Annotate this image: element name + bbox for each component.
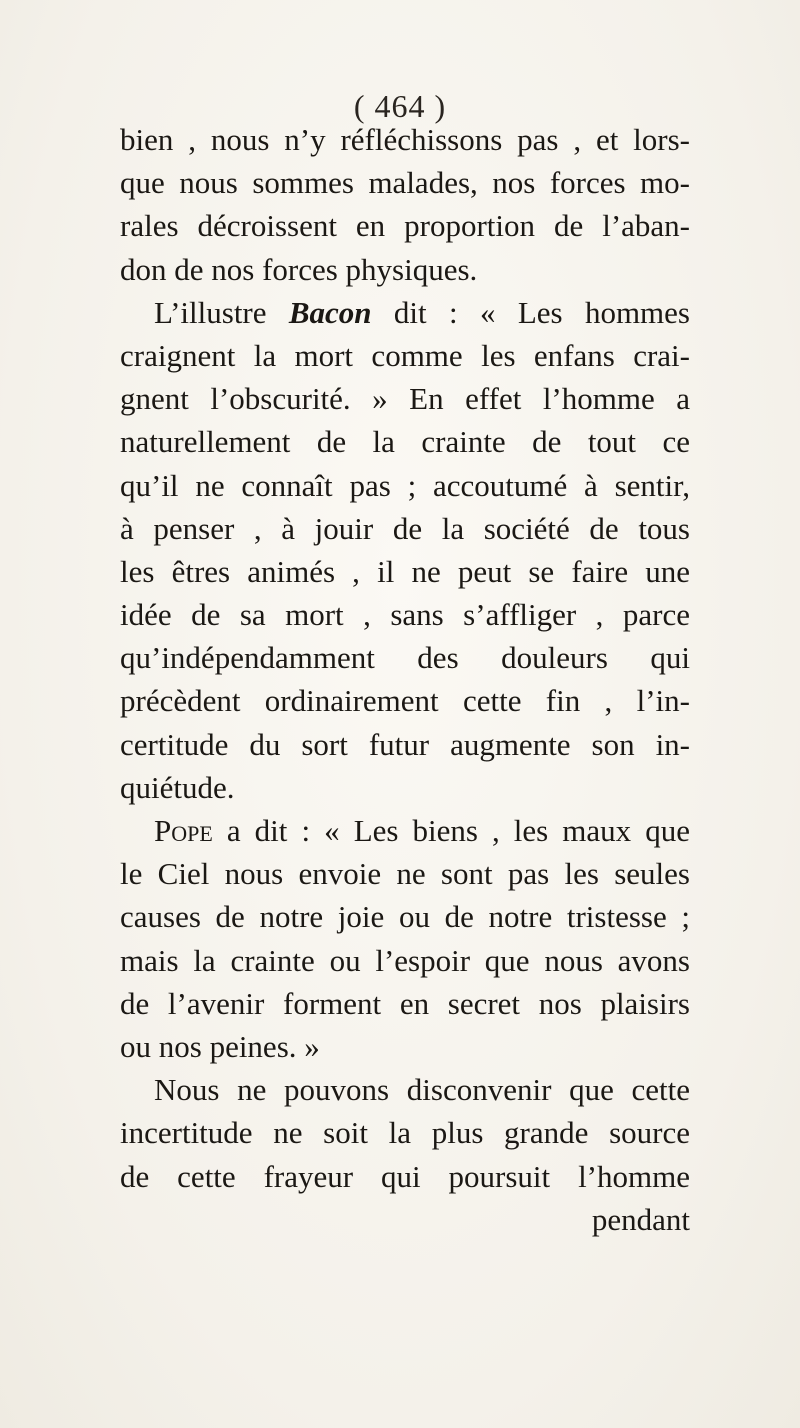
text-line: qu’indépendamment des douleurs qui: [120, 640, 690, 676]
text-line: de cette frayeur qui poursuit l’homme: [120, 1158, 690, 1194]
body-text: [120, 118, 690, 1241]
text-line-paragraph-bacon: [120, 291, 690, 334]
text-line: causes de notre joie ou de notre tristesse ;: [120, 899, 690, 935]
text-line: qu’il ne connaît pas ; accoutumé à sentir,: [120, 467, 690, 503]
text-line: don de nos forces physiques.: [120, 251, 478, 287]
text-line: le Ciel nous envoie ne sont pas les seules: [120, 856, 690, 892]
text-line: rales décroissent en proportion de l’aban-: [120, 208, 690, 244]
text-line: incertitude ne soit la plus grande source: [120, 1115, 690, 1151]
author-name-bacon: Bacon: [288, 294, 372, 330]
page-number: ( 464 ): [353, 88, 447, 124]
text-line: précèdent ordinairement cette fin , l’in-: [120, 683, 690, 719]
text-line: que nous sommes malades, nos forces mo-: [120, 165, 690, 201]
text-line: ou nos peines. »: [120, 1028, 320, 1064]
text-line: idée de sa mort , sans s’affliger , parce: [120, 597, 690, 633]
text-line: de l’avenir forment en secret nos plaisirs: [120, 985, 690, 1021]
text-line: à penser , à jouir de la société de tous: [120, 510, 690, 546]
text-line: craignent la mort comme les enfans crai-: [120, 337, 690, 373]
catchword: pendant: [591, 1201, 690, 1237]
text-span: dit : « Les hommes: [371, 294, 690, 330]
text-line: bien , nous n’y réfléchissons pas , et lors-: [120, 122, 690, 157]
text-line: gnent l’obscurité. » En effet l’homme a: [120, 381, 690, 417]
author-name-pope: Pope: [154, 813, 213, 848]
text-span: a dit : « Les biens , les maux que: [212, 813, 690, 848]
text-line: certitude du sort futur augmente son in-: [120, 726, 690, 762]
text-line: mais la crainte ou l’espoir que nous avons: [120, 942, 690, 978]
text-line: naturellement de la crainte de tout ce: [120, 424, 690, 460]
text-line-paragraph-nous: Nous ne pouvons disconvenir que cette: [154, 1072, 690, 1108]
text-line-paragraph-pope: [120, 809, 690, 852]
text-line: quiétude.: [120, 769, 235, 805]
text-line: les êtres animés , il ne peut se faire une: [120, 553, 690, 589]
text-span: L’illustre: [154, 294, 289, 330]
